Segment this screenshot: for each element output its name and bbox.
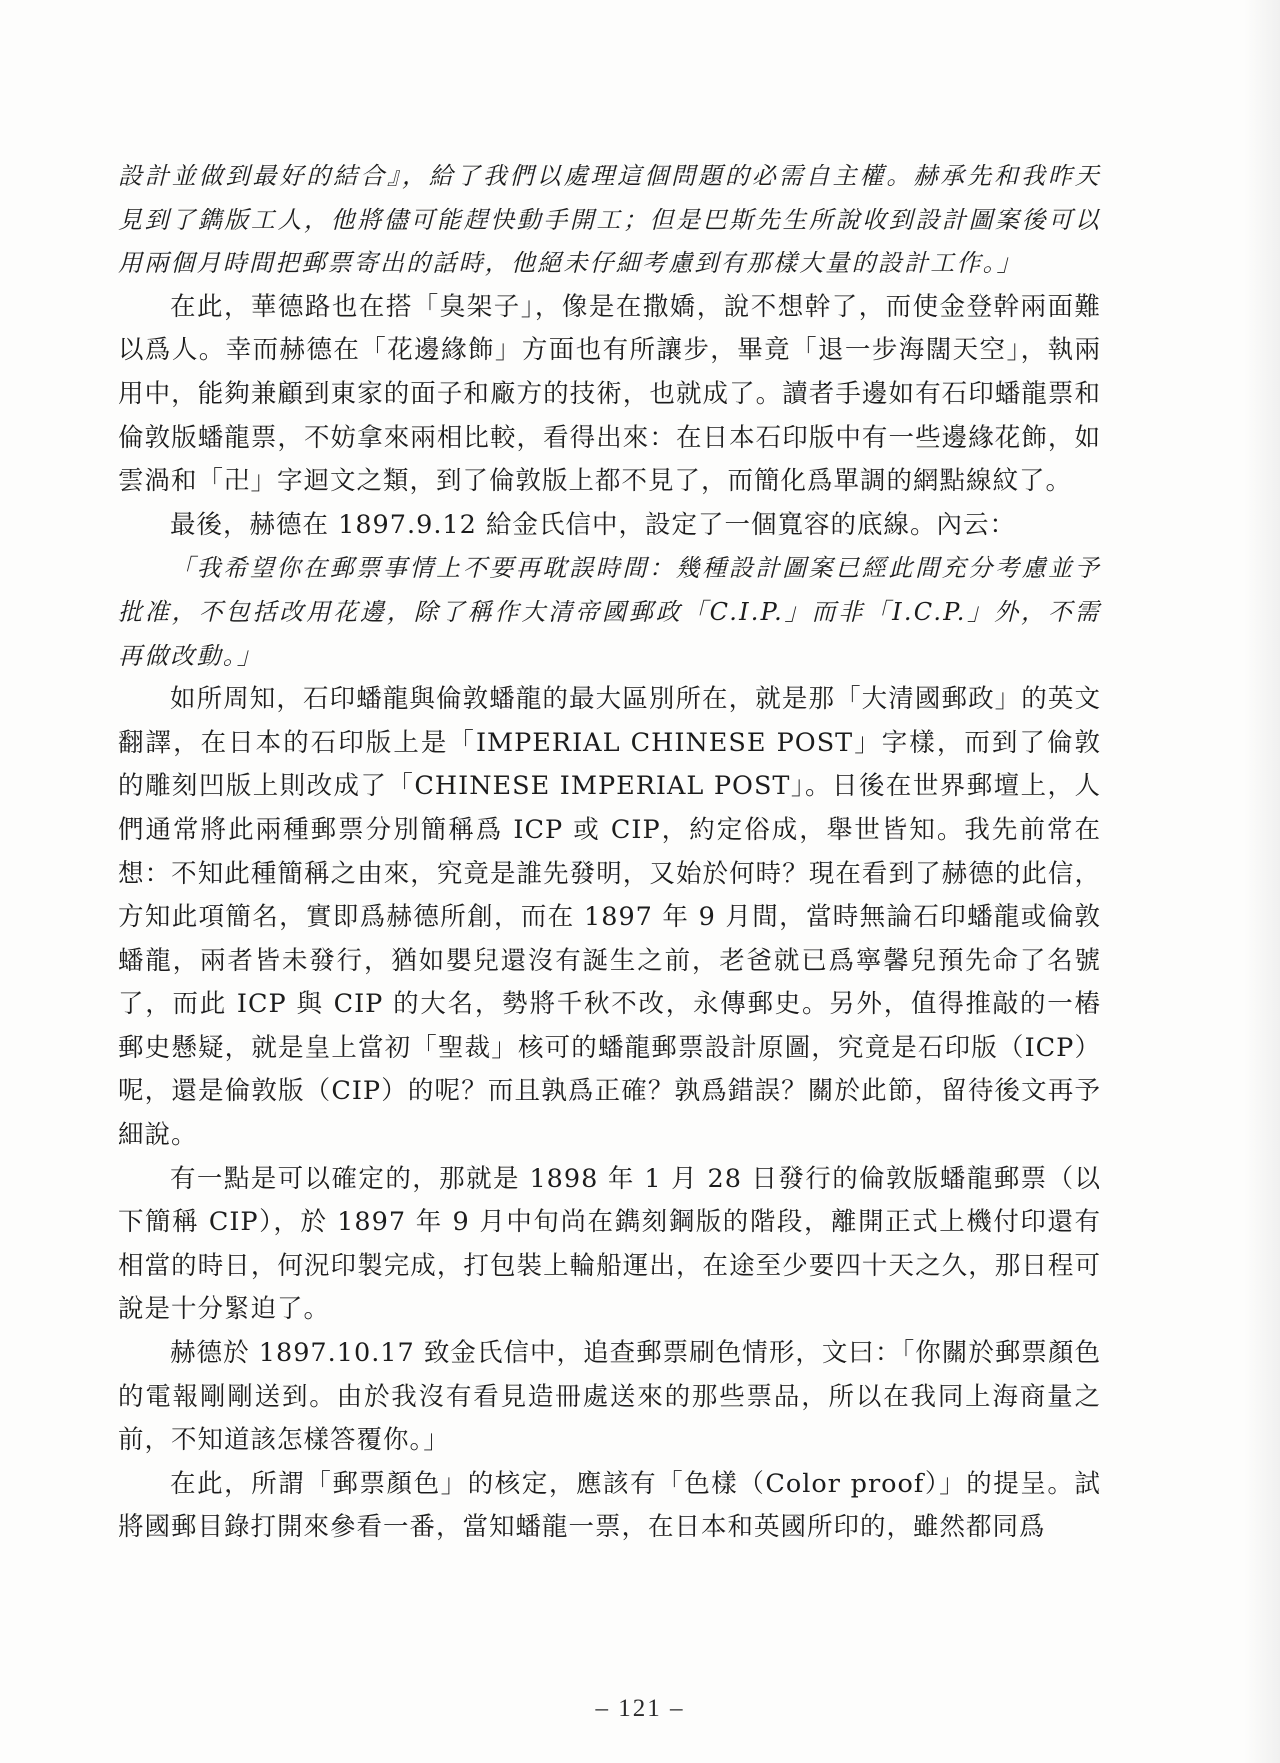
paragraph-3: 最後，赫德在 1897.9.12 給金氏信中，設定了一個寬容的底線。內云： [170, 509, 1016, 540]
paragraph-5: 如所周知，石印蟠龍與倫敦蟠龍的最大區別所在，就是那「大清國郵政」的英文翻譯，在日本的石印版上是「IMPERIAL CHINESE POST」字樣，而到了倫敦的雕刻凹版上則改成了「CHINESE IMPERIAL POST」。日後在世界郵壇上，人們通常將此兩種郵票分別簡稱爲 ICP 或 CIP，約定俗成，舉世皆知。我先前常在想：不知此種簡稱之由來，究竟是誰先發明，又始於何時？現在看到了赫德的此信，方知此項簡名，實即爲赫德所創，而在 1897 年 9 月間，當時無論石印蟠龍或倫敦蟠龍，兩者皆未發行，猶如嬰兒還沒有誕生之前，老爸就已爲寧馨兒預先命了名號了，而此 ICP 與 CIP 的大名，勢將千秋不改，永傳郵史。另外，值得推敲的一樁郵史懸疑，就是皇上當初「聖裁」核可的蟠龍郵票設計原圖，究竟是石印版（ICP）呢，還是倫敦版（CIP）的呢？而且孰爲正確？孰爲錯誤？關於此節，留待後文再予細說。 [118, 684, 1101, 1151]
page-number: – 121 – [595, 1695, 685, 1722]
paragraph-6: 有一點是可以確定的，那就是 1898 年 1 月 28 日發行的倫敦版蟠龍郵票（以下簡稱 CIP），於 1897 年 9 月中旬尚在鐫刻鋼版的階段，離開正式上機付印還有相當的時日，何況印製完成，打包裝上輪船運出，在途至少要四十天之久，那日程可說是十分緊迫了。 [118, 1163, 1101, 1325]
text-body [118, 155, 1101, 1550]
page-edge-shadow [1244, 0, 1280, 1763]
paragraph-2: 在此，華德路也在搭「臭架子」，像是在撒嬌，說不想幹了，而使金登幹兩面難以爲人。幸而赫德在「花邊緣飾」方面也有所讓步，畢竟「退一步海闊天空」，執兩用中，能夠兼顧到東家的面子和廠方的技術，也就成了。讀者手邊如有石印蟠龍票和倫敦版蟠龍票，不妨拿來兩相比較，看得出來：在日本石印版中有一些邊緣花飾，如雲渦和「卍」字迴文之類，到了倫敦版上都不見了，而簡化爲單調的網點線紋了。 [118, 291, 1101, 497]
paragraph-8: 在此，所謂「郵票顏色」的核定，應該有「色樣（Color proof）」的提呈。試將國郵目錄打開來參看一番，當知蟠龍一票，在日本和英國所印的，雖然都同爲 [118, 1468, 1101, 1543]
paragraph-7: 赫德於 1897.10.17 致金氏信中，追查郵票刷色情形，文曰：「你關於郵票顏色的電報剛剛送到。由於我沒有看見造冊處送來的那些票品，所以在我同上海商量之前，不知道該怎樣答覆你。」 [118, 1338, 1101, 1456]
quote-block: 「我希望你在郵票事情上不要再耽誤時間：幾種設計圖案已經此間充分考慮並予批准，不包括改用花邊，除了稱作大清帝國郵政「C.I.P.」而非「I.C.P.」外，不需再做改動。」 [118, 554, 1101, 670]
quote-continuation: 設計並做到最好的結合』，給了我們以處理這個問題的必需自主權。赫承先和我昨天見到了鐫版工人，他將儘可能趕快動手開工；但是巴斯先生所說收到設計圖案後可以用兩個月時間把郵票寄出的話時，他絕未仔細考慮到有那樣大量的設計工作。」 [118, 162, 1101, 278]
